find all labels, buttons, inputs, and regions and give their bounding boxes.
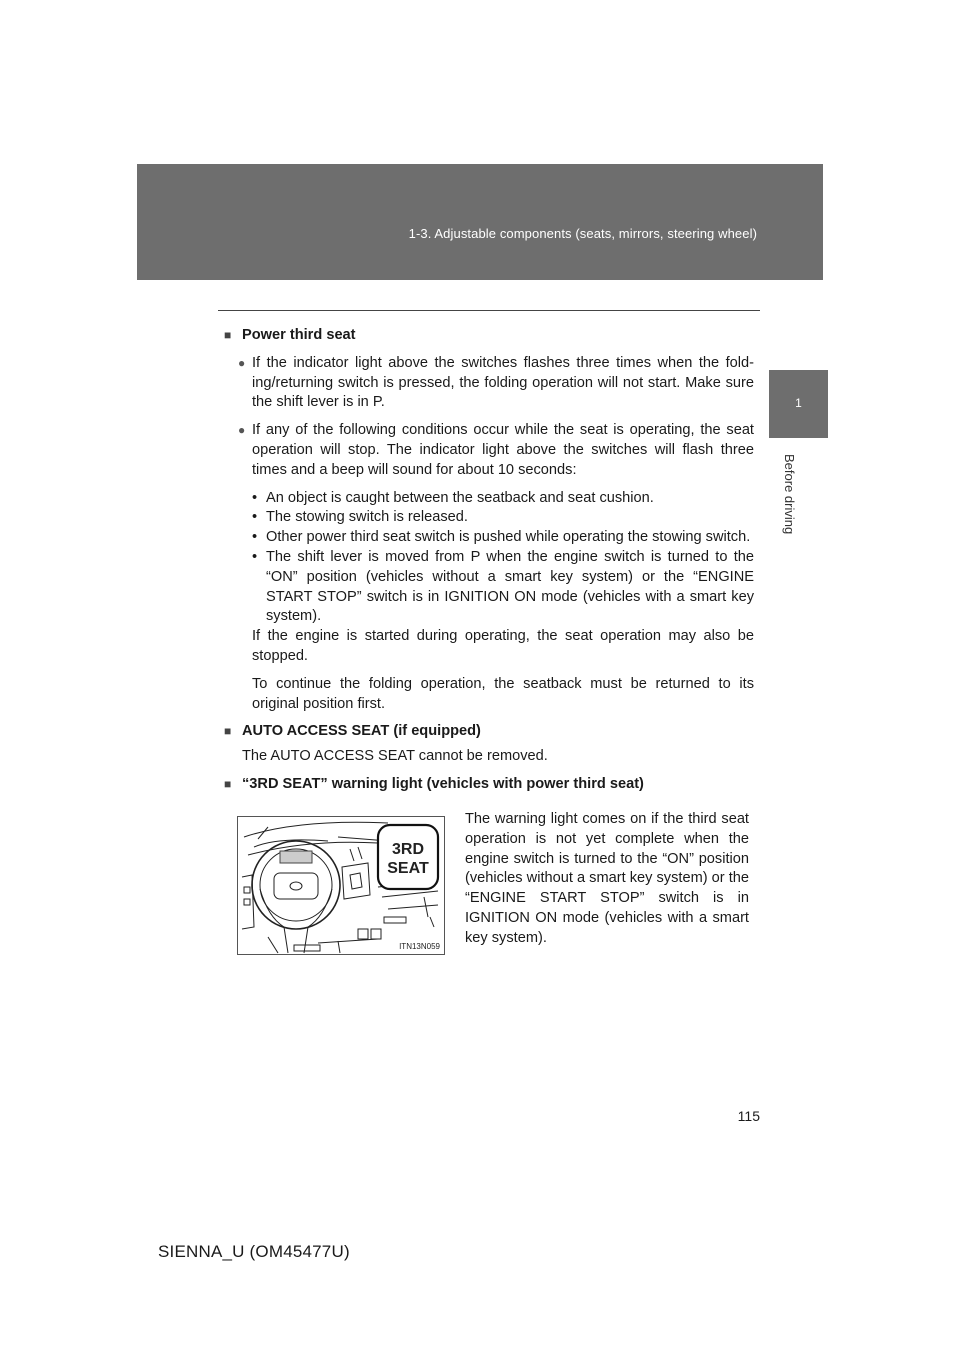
bullet-text: If any of the following conditions occur while the seat is operating, the seat operation will stop. The indicator light above the switches will flash three times and a beep will sound for about 10 seconds: xyxy=(252,422,754,478)
page-number: 115 xyxy=(737,1108,760,1124)
chapter-number: 1 xyxy=(795,396,802,410)
chapter-header-band xyxy=(137,164,823,280)
subitem-text: An object is caught between the seatback and seat cushion. xyxy=(266,489,654,506)
dot-bullet-icon: • xyxy=(252,489,258,506)
list-item xyxy=(252,548,754,627)
square-bullet-icon: ■ xyxy=(224,724,232,739)
heading-text: Power third seat xyxy=(242,327,356,343)
section-heading-3rd-seat-warning xyxy=(224,775,754,795)
note-paragraph: To continue the folding operation, the seatback must be returned to its original position first. xyxy=(252,675,754,712)
figure-code: ITN13N059 xyxy=(399,942,440,951)
section-heading-auto-access-seat xyxy=(224,722,754,742)
note-paragraph: If the engine is started during operating, the seat operation may also be stopped. xyxy=(252,628,754,664)
condition-list xyxy=(224,489,754,628)
chapter-label: Before driving xyxy=(782,454,797,535)
figure-description: The warning light comes on if the third seat operation is not yet complete when the engine switch is turned to the “ON” position (vehicles without a smart key system) or the “ENGINE START STOP” switch is in IGNITION ON mode (vehicles with a smart key system). xyxy=(465,811,749,946)
chapter-tab xyxy=(769,370,828,438)
square-bullet-icon: ■ xyxy=(224,776,232,791)
dot-bullet-icon: • xyxy=(252,548,258,565)
header-rule xyxy=(218,310,760,311)
list-item xyxy=(252,489,754,509)
circle-bullet-icon: ● xyxy=(238,355,246,370)
section-title: 1-3. Adjustable components (seats, mirrors, steering wheel) xyxy=(408,226,757,241)
section-heading-power-third-seat xyxy=(224,326,754,346)
square-bullet-icon: ■ xyxy=(224,328,232,342)
dashboard-illustration xyxy=(237,816,445,955)
main-content xyxy=(224,326,754,795)
circle-bullet-icon: ● xyxy=(238,423,246,438)
callout-line-1: 3RD xyxy=(391,841,425,858)
callout-line-2: SEAT xyxy=(387,860,429,877)
list-item xyxy=(252,528,754,548)
heading-text: AUTO ACCESS SEAT (if equipped) xyxy=(242,723,481,740)
subitem-text: The stowing switch is released. xyxy=(266,509,468,526)
bullet-text: If the indicator light above the switches flashes three times when the fold-ing/returning switch is pressed, the folding operation will not start. Make sure the shift lever is in P. xyxy=(252,354,754,411)
subitem-text: Other power third seat switch is pushed while operating the stowing switch. xyxy=(266,529,751,546)
subitem-text: The shift lever is moved from P when the engine switch is turned to the “ON” position (vehicles without a smart key system) or the “ENGINE START STOP” switch is in IGNITION ON mode (vehicles with a smart key system). xyxy=(266,548,754,625)
dot-bullet-icon: • xyxy=(252,509,258,526)
list-item xyxy=(224,421,754,480)
section-text: The AUTO ACCESS SEAT cannot be removed. xyxy=(242,748,548,765)
dashboard-drawing xyxy=(238,817,444,954)
dot-bullet-icon: • xyxy=(252,529,258,546)
list-item xyxy=(224,354,754,413)
list-item xyxy=(252,508,754,528)
document-id: SIENNA_U (OM45477U) xyxy=(158,1242,350,1261)
heading-text: “3RD SEAT” warning light (vehicles with power third seat) xyxy=(242,775,644,792)
